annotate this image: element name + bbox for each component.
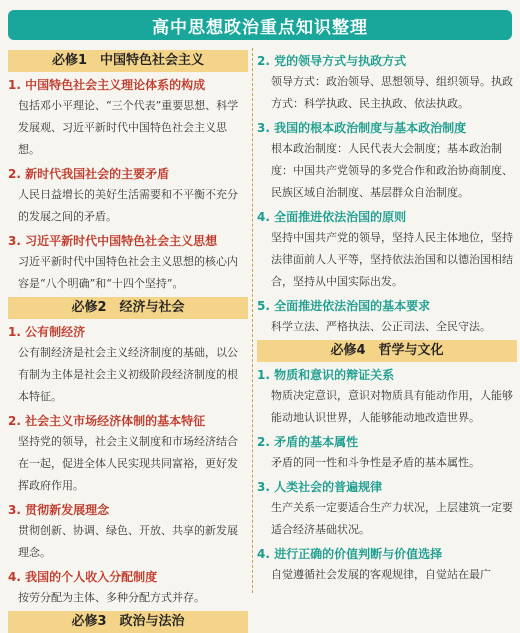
item-title: 1. 中国特色社会主义理论体系的构成 (8, 78, 206, 92)
item-title: 4. 全面推进依法治国的原则 (257, 210, 407, 224)
item-title: 1. 公有制经济 (8, 325, 86, 339)
title-banner (8, 10, 512, 40)
right-column (252, 48, 517, 593)
item-body: 包括邓小平理论、“三个代表”重要思想、科学发展观、习近平新时代中国特色社会主义思想。 (18, 99, 239, 156)
item-body: 物质决定意识，意识对物质具有能动作用，人能够能动地认识世界，人能够能动地改造世界。 (271, 389, 513, 424)
item-title: 3. 人类社会的普遍规律 (257, 480, 383, 494)
item-title: 5. 全面推进依法治国的基本要求 (257, 299, 431, 313)
item-title: 3. 我国的根本政治制度与基本政治制度 (257, 121, 467, 135)
item-title: 4. 进行正确的价值判断与价值选择 (257, 547, 443, 561)
item-body: 按劳分配为主体、多种分配方式并存。 (18, 591, 205, 604)
item-body: 习近平新时代中国特色社会主义思想的核心内容是“八个明确”和“十四个坚持”。 (18, 255, 238, 290)
item-body: 公有制经济是社会主义经济制度的基础，以公有制为主体是社会主义初级阶段经济制度的根本特征。 (18, 346, 238, 403)
item-title: 2. 党的领导方式与执政方式 (257, 54, 407, 68)
item-body: 根本政治制度：人民代表大会制度；基本政治制度：中国共产党领导的多党合作和政治协商制度、民族区域自治制度、基层群众自治制度。 (271, 142, 513, 199)
left-column (8, 48, 248, 629)
item-body: 生产关系一定要适合生产力状况，上层建筑一定要适合经济基础状况。 (271, 501, 513, 536)
item-title: 3. 贯彻新发展理念 (8, 503, 110, 517)
item-title: 1. 物质和意识的辩证关系 (257, 368, 395, 382)
section-header-required-1: 必修1 中国特色社会主义 (8, 50, 248, 72)
item-body: 自觉遵循社会发展的客观规律，自觉站在最广 (271, 568, 491, 581)
section-header-required-4: 必修4 哲学与文化 (257, 340, 517, 362)
item-title: 2. 社会主义市场经济体制的基本特征 (8, 414, 206, 428)
item-body: 贯彻创新、协调、绿色、开放、共享的新发展理念。 (18, 524, 238, 559)
section-header-required-2: 必修2 经济与社会 (8, 297, 248, 319)
item-title: 2. 新时代我国社会的主要矛盾 (8, 167, 170, 181)
item-title: 2. 矛盾的基本属性 (257, 435, 359, 449)
page-title: 高中思想政治重点知识整理 (152, 17, 368, 38)
item-body: 矛盾的同一性和斗争性是矛盾的基本属性。 (271, 456, 480, 469)
item-body: 领导方式：政治领导、思想领导、组织领导。执政方式：科学执政、民主执政、依法执政。 (271, 75, 513, 110)
item-title: 4. 我国的个人收入分配制度 (8, 570, 158, 584)
item-body: 科学立法、严格执法、公正司法、全民守法。 (271, 320, 491, 333)
item-body: 坚持中国共产党的领导，坚持人民主体地位，坚持法律面前人人平等，坚持依法治国和以德治国相结合，坚持从中国实际出发。 (271, 231, 513, 288)
item-body: 人民日益增长的美好生活需要和不平衡不充分的发展之间的矛盾。 (18, 188, 238, 223)
section-header-required-3: 必修3 政治与法治 (8, 611, 248, 633)
item-body: 坚持党的领导，社会主义制度和市场经济结合在一起，促进全体人民实现共同富裕，更好发挥政府作用。 (18, 435, 238, 492)
item-title: 3. 习近平新时代中国特色社会主义思想 (8, 234, 218, 248)
